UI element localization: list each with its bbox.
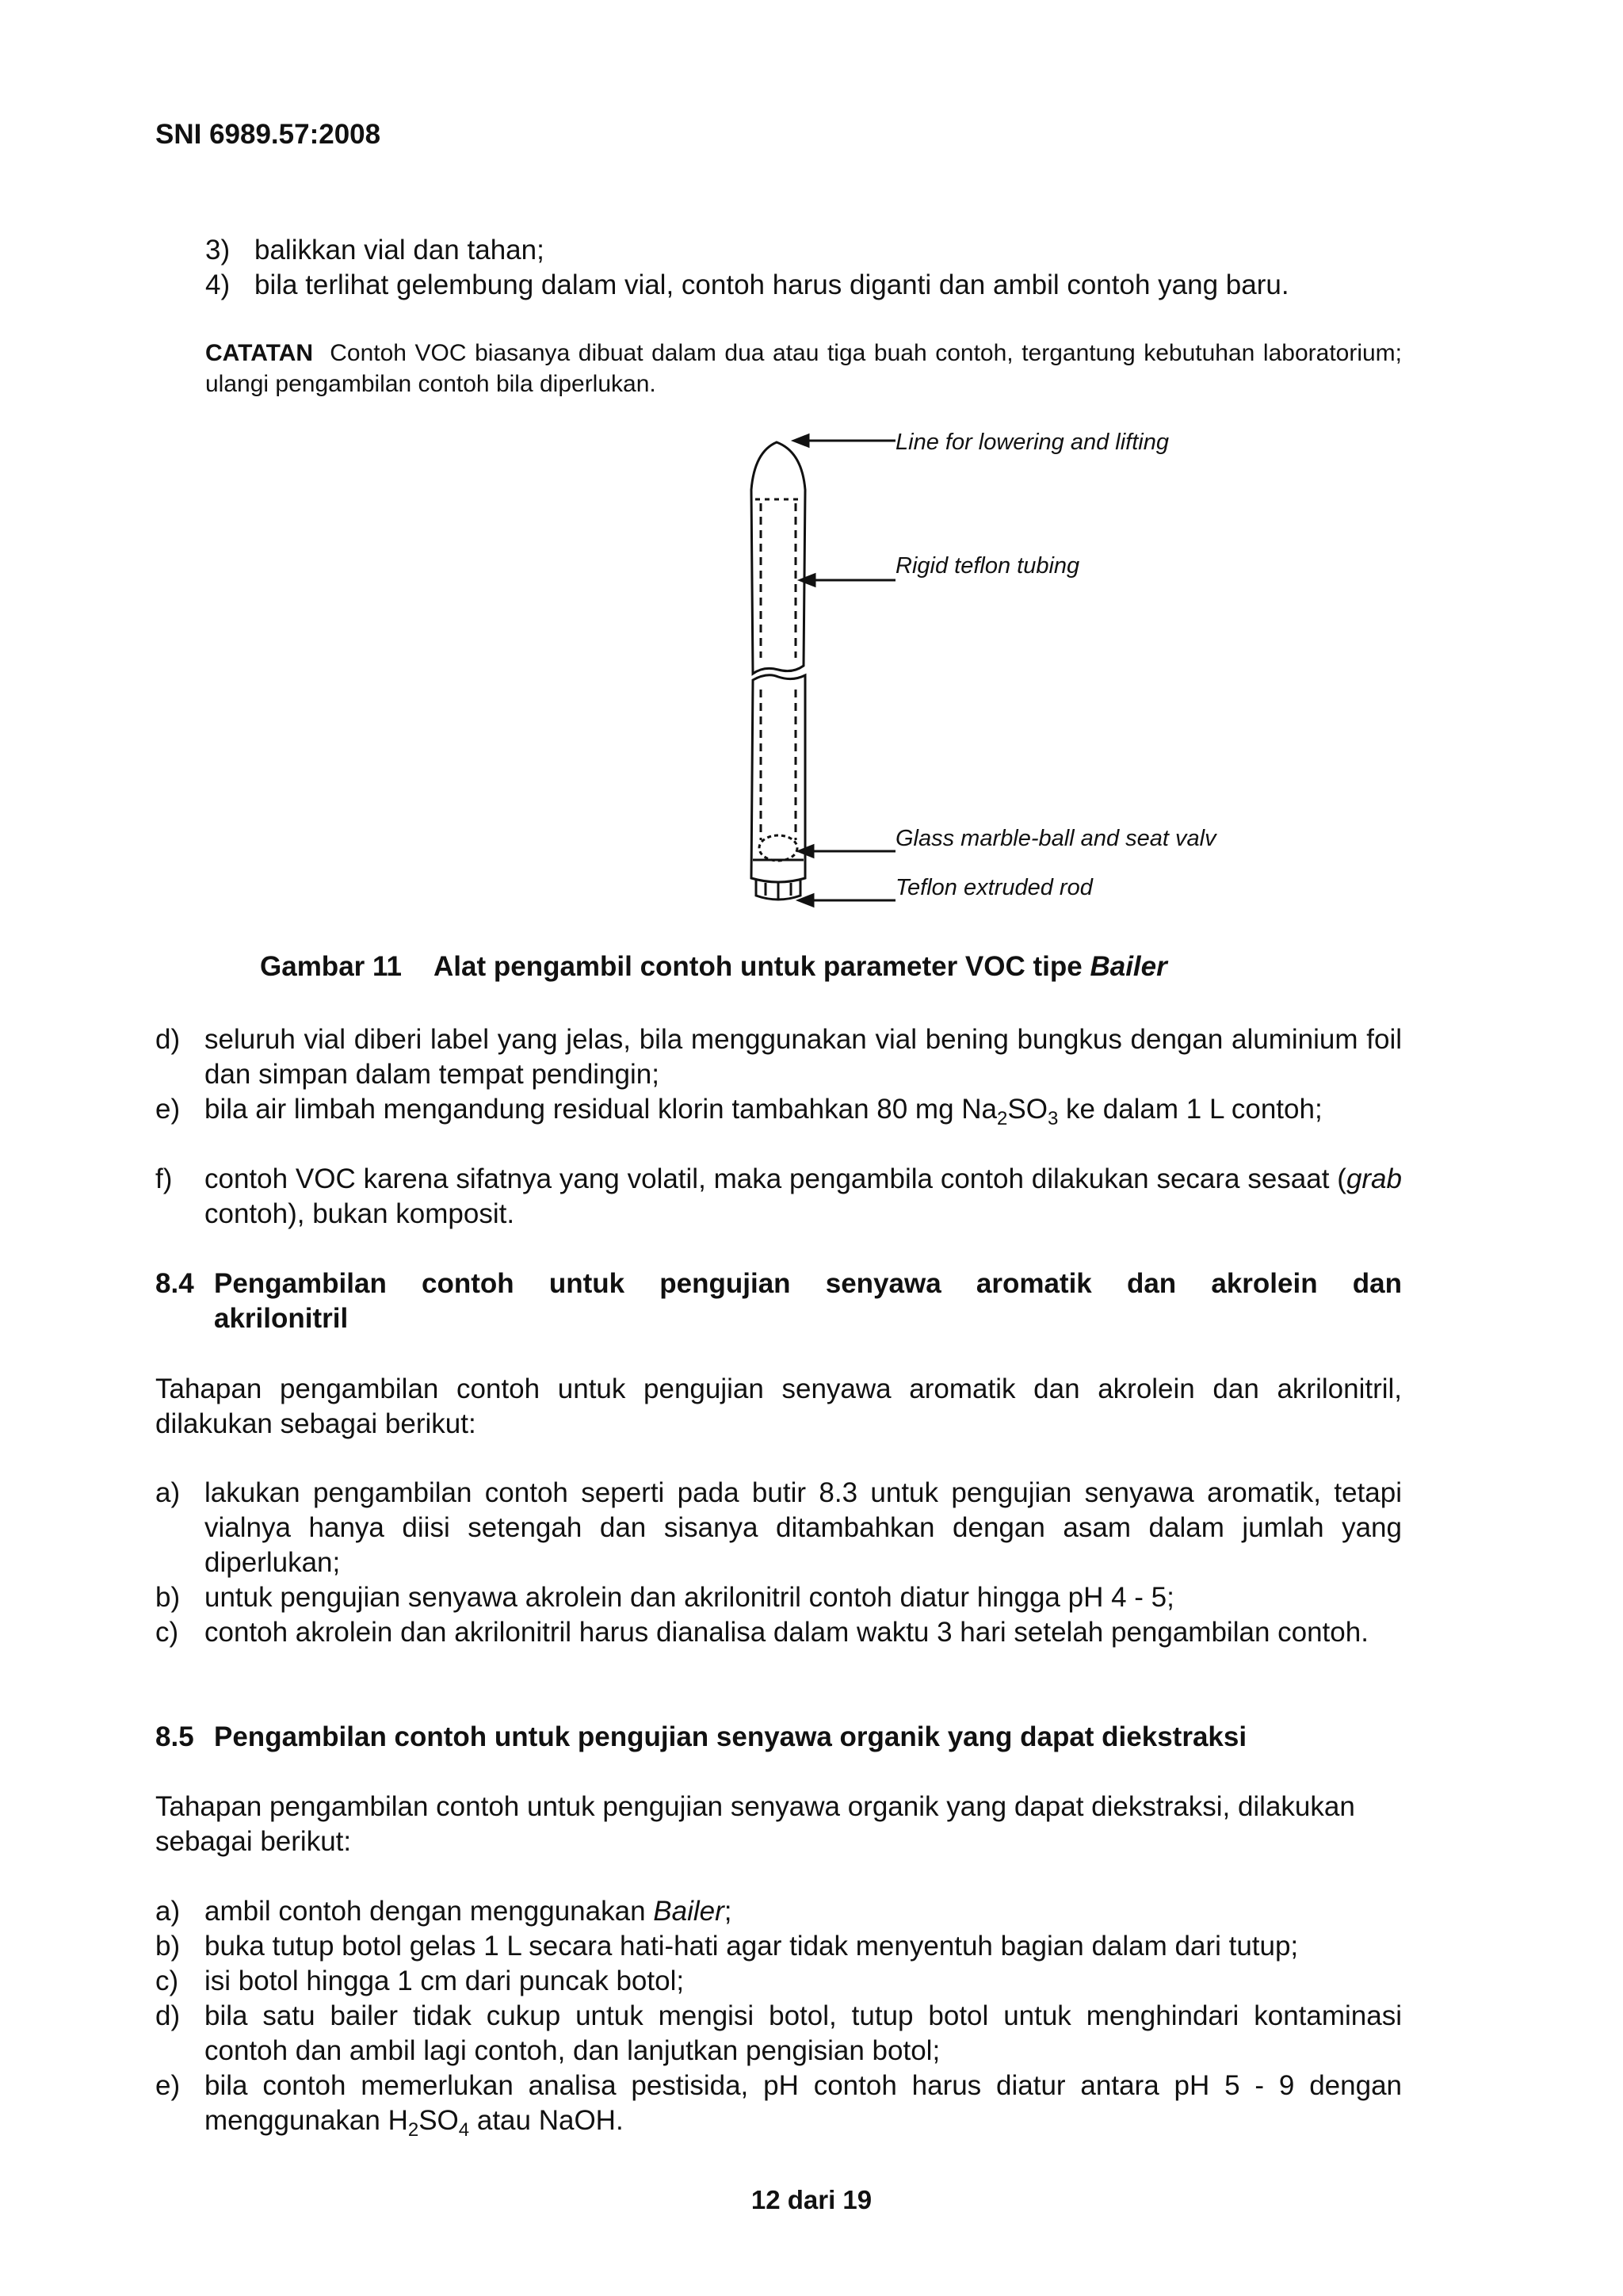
- section-intro: Tahapan pengambilan contoh untuk pengujian senyawa aromatik dan akrolein dan akrilonitril, dilakukan sebagai berikut:: [155, 1373, 1402, 1439]
- figure-label-line: Line for lowering and lifting: [896, 430, 1169, 455]
- section-intro: Tahapan pengambilan contoh untuk pengujian senyawa organik yang dapat diekstraksi, dilakukan sebagai berikut:: [155, 1791, 1355, 1857]
- bailer-figure: [729, 428, 903, 919]
- list-item: a) lakukan pengambilan contoh seperti pada butir 8.3 untuk pengujian senyawa aromatik, tetapi vialnya hanya diisi setengah dan sisanya ditambahkan dengan asam dalam jumlah yang diperlukan;: [155, 1477, 1402, 1578]
- figure-caption: Gambar 11 Alat pengambil contoh untuk parameter VOC tipe Bailer: [260, 951, 1167, 982]
- figure-label-valve: Glass marble-ball and seat valv: [896, 826, 1216, 851]
- list-item: d) bila satu bailer tidak cukup untuk mengisi botol, tutup botol untuk menghindari kontaminasi contoh dan ambil lagi contoh, dan lanjutkan pengisian botol;: [155, 2000, 1402, 2066]
- list-item: a) ambil contoh dengan menggunakan Bailer;: [155, 1896, 732, 1927]
- list-item: c) contoh akrolein dan akrilonitril harus dianalisa dalam waktu 3 hari setelah pengambilan contoh.: [155, 1617, 1369, 1648]
- page-number: 12 dari 19: [750, 2185, 873, 2214]
- list-item: f) contoh VOC karena sifatnya yang volatil, maka pengambila contoh dilakukan secara sesaat (grab contoh), bukan komposit.: [155, 1163, 1402, 1229]
- section-heading-8-5: 8.5 Pengambilan contoh untuk pengujian senyawa organik yang dapat diekstraksi: [155, 1721, 1247, 1752]
- list-item: b) untuk pengujian senyawa akrolein dan akrilonitril contoh diatur hingga pH 4 - 5;: [155, 1582, 1174, 1613]
- list-item: 3) balikkan vial dan tahan;: [205, 235, 544, 266]
- list-item: 4) bila terlihat gelembung dalam vial, contoh harus diganti dan ambil contoh yang baru.: [205, 269, 1289, 300]
- figure-label-rod: Teflon extruded rod: [896, 875, 1093, 900]
- list-item: d) seluruh vial diberi label yang jelas, bila menggunakan vial bening bungkus dengan aluminium foil dan simpan dalam tempat pendingin;: [155, 1024, 1402, 1090]
- note-block: [205, 338, 1402, 399]
- list-item: b) buka tutup botol gelas 1 L secara hati-hati agar tidak menyentuh bagian dalam dari tutup;: [155, 1931, 1299, 1962]
- note-label: CATATAN: [205, 340, 314, 366]
- list-item: e) bila air limbah mengandung residual klorin tambahkan 80 mg $Na_2SO_3$ ke dalam 1 L contoh;: [155, 1094, 1323, 1129]
- list-item: c) isi botol hingga 1 cm dari puncak botol;: [155, 1966, 685, 1996]
- document-header: SNI 6989.57:2008: [155, 119, 381, 150]
- figure-label-tubing: Rigid teflon tubing: [896, 553, 1080, 579]
- section-heading-8-4: 8.4 Pengambilan contoh untuk pengujian senyawa aromatik dan akrolein dan akrilonitril: [155, 1268, 1402, 1334]
- note-text: Contoh VOC biasanya dibuat dalam dua atau tiga buah contoh, tergantung kebutuhan laboratorium; ulangi pengambilan contoh bila diperlukan.: [205, 340, 1403, 397]
- list-item: e) bila contoh memerlukan analisa pestisida, pH contoh harus diatur antara pH 5 - 9 dengan menggunakan $H_2SO_4$ atau NaOH.: [155, 2070, 1402, 2141]
